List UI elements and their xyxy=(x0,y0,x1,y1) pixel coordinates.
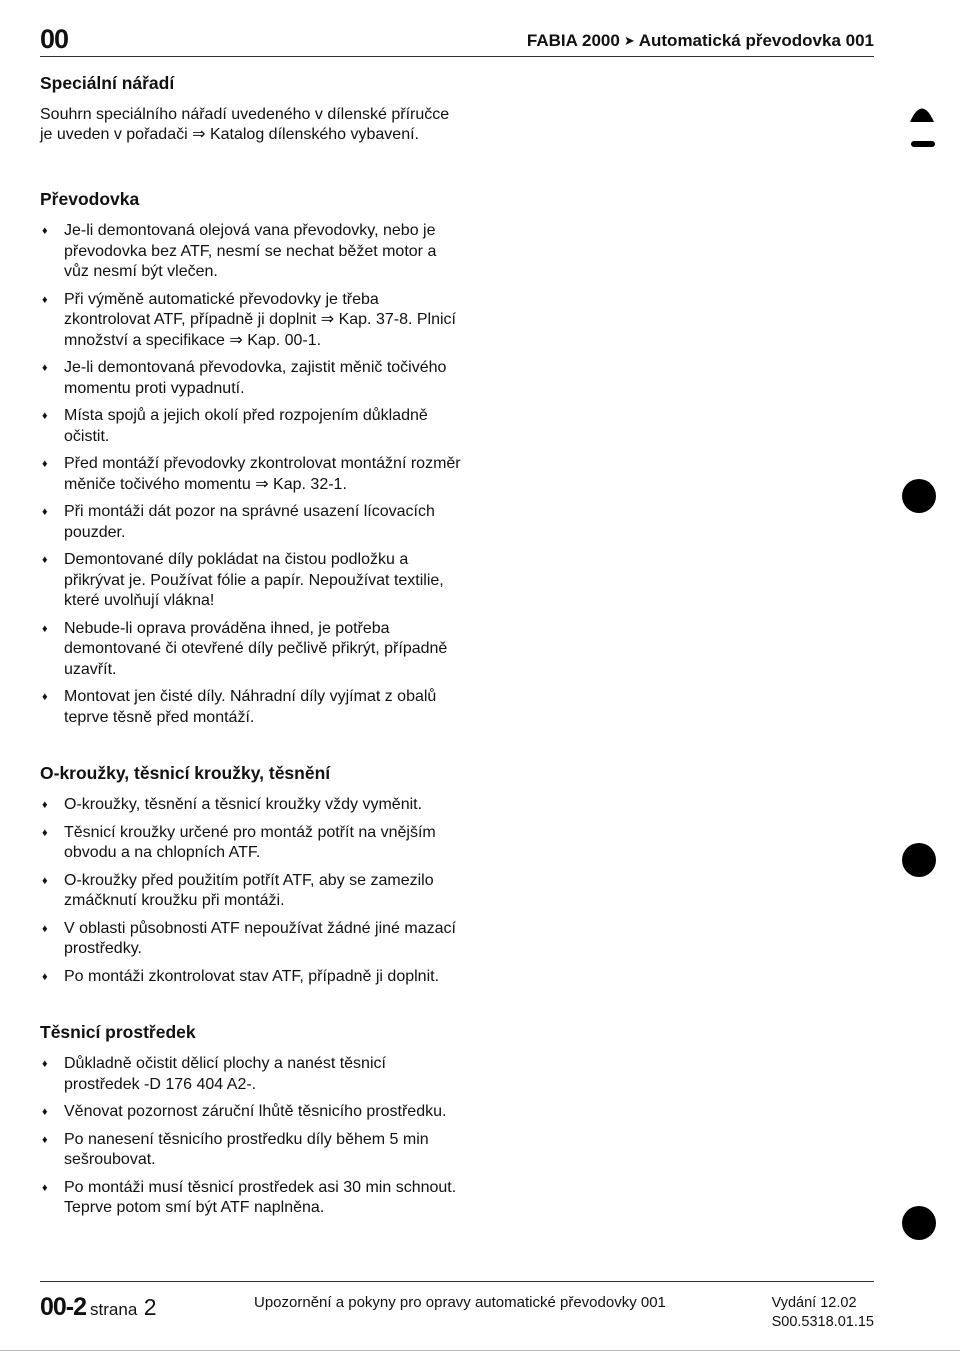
diamond-bullet-icon: ♦ xyxy=(42,554,48,566)
list-item xyxy=(40,502,465,543)
footer-page-number: 2 xyxy=(143,1294,157,1320)
diamond-bullet-icon: ♦ xyxy=(42,622,48,635)
diamond-bullet-icon: ♦ xyxy=(42,922,48,935)
registration-dot-icon xyxy=(902,843,936,877)
list-item-text: Montovat jen čisté díly. Náhradní díly vyjímat z obalů teprve těsně před montáží. xyxy=(64,688,437,726)
bullet-list xyxy=(40,795,465,987)
list-item xyxy=(40,967,465,988)
registration-dot-icon xyxy=(902,1206,936,1240)
diamond-bullet-icon: ♦ xyxy=(42,225,48,237)
registration-dash-icon xyxy=(911,141,935,147)
list-item xyxy=(40,919,465,960)
list-item-text: Těsnicí kroužky určené pro montáž potřít na vnějším obvodu a na chlopních ATF. xyxy=(64,823,436,861)
diamond-bullet-icon: ♦ xyxy=(42,1106,48,1118)
scan-edge-line xyxy=(0,1350,960,1351)
diamond-bullet-icon: ♦ xyxy=(42,691,48,703)
list-item xyxy=(40,823,465,864)
footer-rule xyxy=(40,1281,874,1282)
diamond-bullet-icon: ♦ xyxy=(42,1058,48,1070)
list-item xyxy=(40,1102,465,1123)
list-item xyxy=(40,221,465,283)
list-item xyxy=(40,454,465,495)
list-item-text: O-kroužky před použitím potřít ATF, aby se zamezilo zmáčknutí kroužku při montáži. xyxy=(64,871,434,909)
diamond-bullet-icon: ♦ xyxy=(42,826,48,839)
list-item-text: O-kroužky, těsnění a těsnicí kroužky vždy vyměnit. xyxy=(64,796,423,813)
list-item xyxy=(40,687,465,728)
list-item-text: Po montáži zkontrolovat stav ATF, případně ji doplnit. xyxy=(64,967,440,985)
diamond-bullet-icon: ♦ xyxy=(42,506,48,518)
list-item-text: Před montáží převodovky zkontrolovat montážní rozměr měniče točivého momentu ⇒ Kap. 32-1. xyxy=(64,455,461,493)
list-item-text: Důkladně očistit dělicí plochy a nanést těsnicí prostředek -D 176 404 A2-. xyxy=(64,1055,386,1093)
footer-strana-label: strana xyxy=(90,1300,138,1319)
section-o-rings xyxy=(40,762,465,987)
header-model: FABIA 2000 xyxy=(526,31,620,50)
section-special-tools xyxy=(40,72,465,145)
list-item xyxy=(40,795,465,816)
diamond-bullet-icon: ♦ xyxy=(42,458,48,470)
header-rule xyxy=(40,56,874,57)
list-item xyxy=(40,358,465,399)
diamond-bullet-icon: ♦ xyxy=(42,1133,48,1146)
section-transmission xyxy=(40,188,465,728)
diamond-bullet-icon: ♦ xyxy=(42,293,48,306)
list-item-text: Nebude-li oprava prováděna ihned, je potřeba demontované či otevřené díly pečlivě přikrýt, případně uzavřít. xyxy=(64,619,448,678)
bullet-list xyxy=(40,221,465,728)
diamond-bullet-icon: ♦ xyxy=(42,970,48,983)
list-item-text: Demontované díly pokládat na čistou podložku a přikrývat je. Používat fólie a papír. Nepoužívat textilie, které uvolňují vlákna! xyxy=(64,551,444,609)
bullet-list xyxy=(40,1054,465,1219)
list-item-text: Při výměně automatické převodovky je třeba zkontrolovat ATF, případně ji doplnit ⇒ Kap. 37-8. Plnicí množství a specifikace ⇒ Kap. 00-1. xyxy=(64,290,456,349)
list-item xyxy=(40,1130,465,1171)
registration-mark-icon xyxy=(909,103,935,123)
list-item-text: Věnovat pozornost záruční lhůtě těsnicího prostředku. xyxy=(64,1103,447,1120)
section-title: Speciální nářadí xyxy=(40,73,175,93)
main-content xyxy=(40,72,465,1226)
header-chapter-code: 00 xyxy=(40,24,69,54)
registration-dot-icon xyxy=(902,479,936,513)
list-item-text: V oblasti působnosti ATF nepoužívat žádné jiné mazací prostředky. xyxy=(64,919,456,957)
diamond-bullet-icon: ♦ xyxy=(42,874,48,887)
section-title: Převodovka xyxy=(40,189,140,209)
list-item-text: Po nanesení těsnicího prostředku díly během 5 min sešroubovat. xyxy=(64,1130,429,1168)
list-item xyxy=(40,1054,465,1095)
list-item xyxy=(40,1178,465,1219)
footer-page-code xyxy=(40,1293,157,1322)
list-item xyxy=(40,406,465,447)
list-item-text: Při montáži dát pozor na správné usazení lícovacích pouzder. xyxy=(64,503,435,541)
arrow-icon: ➤ xyxy=(623,33,635,48)
section-intro: Souhrn speciálního nářadí uvedeného v dílenské příručce je uveden v pořadači ⇒ Katalog dílenského vybavení. xyxy=(40,106,450,143)
list-item-text: Po montáži musí těsnicí prostředek asi 30 min schnout. Teprve potom smí být ATF naplněna. xyxy=(64,1178,457,1216)
diamond-bullet-icon: ♦ xyxy=(42,410,48,422)
header-section: Automatická převodovka 001 xyxy=(638,31,874,50)
footer-doc-number: S00.5318.01.15 xyxy=(771,1314,874,1330)
section-title: O-kroužky, těsnicí kroužky, těsnění xyxy=(40,763,331,783)
section-title: Těsnicí prostředek xyxy=(40,1022,196,1042)
section-sealant xyxy=(40,1021,465,1219)
list-item xyxy=(40,550,465,612)
list-item xyxy=(40,619,465,681)
footer-chapter-code: 00-2 xyxy=(40,1293,87,1321)
header-title xyxy=(527,31,874,51)
diamond-bullet-icon: ♦ xyxy=(42,799,48,811)
diamond-bullet-icon: ♦ xyxy=(42,362,48,374)
list-item xyxy=(40,290,465,352)
footer-title: Upozornění a pokyny pro opravy automatické převodovky 001 xyxy=(254,1294,666,1311)
diamond-bullet-icon: ♦ xyxy=(42,1181,48,1194)
footer-edition-block xyxy=(772,1294,874,1332)
list-item-text: Je-li demontovaná olejová vana převodovky, nebo je převodovka bez ATF, nesmí se nechat běžet motor a vůz nesmí být vlečen. xyxy=(64,222,437,280)
list-item-text: Místa spojů a jejich okolí před rozpojením důkladně očistit. xyxy=(64,407,428,445)
list-item xyxy=(40,871,465,912)
list-item-text: Je-li demontovaná převodovka, zajistit měnič točivého momentu proti vypadnutí. xyxy=(64,359,447,397)
footer-edition: Vydání 12.02 xyxy=(771,1295,857,1311)
